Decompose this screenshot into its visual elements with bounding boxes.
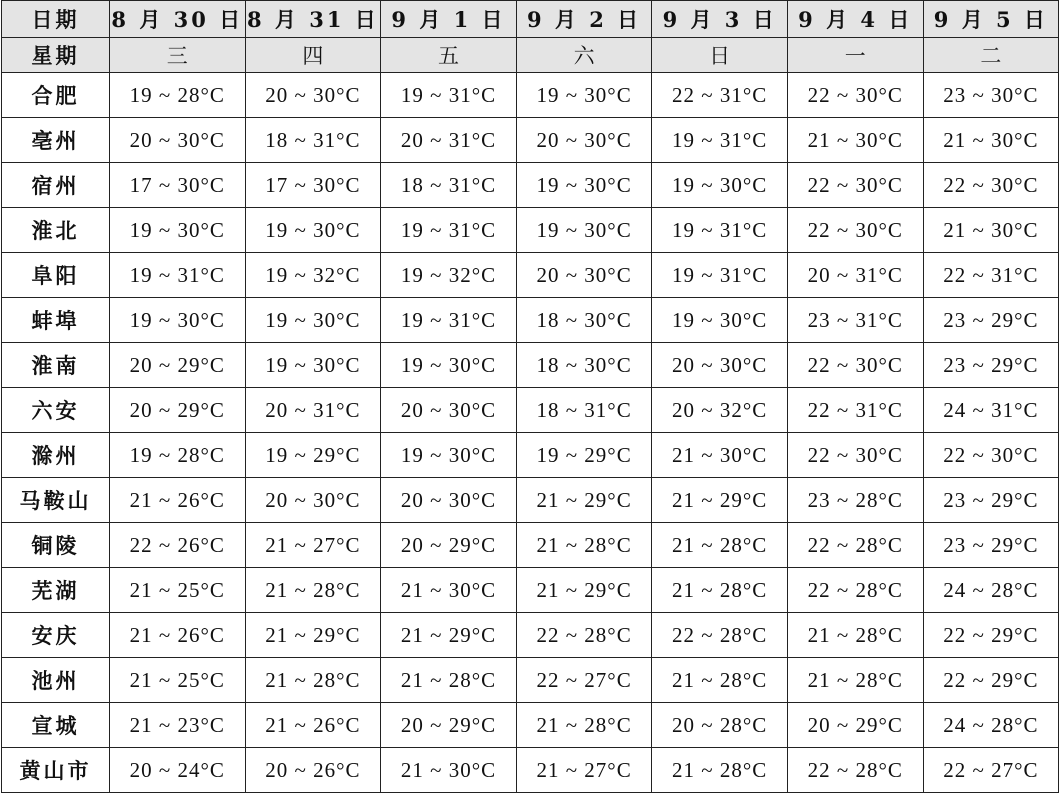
temperature-cell: 24 ~ 28°C	[923, 703, 1059, 748]
weekday-cell: 二	[923, 38, 1059, 73]
temperature-cell: 20 ~ 26°C	[245, 748, 381, 793]
city-name-cell: 宣城	[2, 703, 110, 748]
temperature-cell: 20 ~ 29°C	[381, 703, 517, 748]
temperature-cell: 20 ~ 30°C	[652, 343, 788, 388]
table-row	[2, 703, 1059, 748]
temperature-cell: 18 ~ 30°C	[516, 298, 652, 343]
date-header-cell: 8 月 30 日	[110, 1, 246, 38]
temperature-cell: 21 ~ 25°C	[110, 658, 246, 703]
city-name-cell: 合肥	[2, 73, 110, 118]
temperature-cell: 21 ~ 28°C	[787, 613, 923, 658]
temperature-cell: 22 ~ 30°C	[787, 343, 923, 388]
temperature-cell: 21 ~ 28°C	[652, 568, 788, 613]
temperature-cell: 19 ~ 30°C	[516, 73, 652, 118]
temperature-cell: 18 ~ 31°C	[381, 163, 517, 208]
temperature-cell: 19 ~ 32°C	[245, 253, 381, 298]
temperature-cell: 20 ~ 28°C	[652, 703, 788, 748]
temperature-cell: 23 ~ 29°C	[923, 523, 1059, 568]
table-row	[2, 658, 1059, 703]
city-name-cell: 池州	[2, 658, 110, 703]
temperature-cell: 18 ~ 31°C	[245, 118, 381, 163]
temperature-cell: 21 ~ 26°C	[110, 478, 246, 523]
date-header-cell: 9 月 5 日	[923, 1, 1059, 38]
forecast-table	[1, 0, 1059, 793]
date-header-cell: 9 月 2 日	[516, 1, 652, 38]
table-row	[2, 73, 1059, 118]
temperature-cell: 20 ~ 30°C	[381, 478, 517, 523]
weekday-cell: 一	[787, 38, 923, 73]
temperature-cell: 19 ~ 30°C	[516, 208, 652, 253]
temperature-cell: 22 ~ 26°C	[110, 523, 246, 568]
temperature-cell: 21 ~ 25°C	[110, 568, 246, 613]
table-row	[2, 748, 1059, 793]
temperature-cell: 21 ~ 30°C	[381, 568, 517, 613]
temperature-cell: 19 ~ 30°C	[110, 208, 246, 253]
temperature-cell: 22 ~ 28°C	[787, 748, 923, 793]
temperature-cell: 22 ~ 31°C	[652, 73, 788, 118]
temperature-cell: 19 ~ 30°C	[245, 298, 381, 343]
city-name-cell: 蚌埠	[2, 298, 110, 343]
temperature-cell: 20 ~ 32°C	[652, 388, 788, 433]
city-name-cell: 宿州	[2, 163, 110, 208]
date-header-cell: 9 月 1 日	[381, 1, 517, 38]
temperature-cell: 20 ~ 29°C	[110, 388, 246, 433]
temperature-cell: 22 ~ 28°C	[787, 523, 923, 568]
table-row	[2, 298, 1059, 343]
temperature-cell: 19 ~ 30°C	[652, 163, 788, 208]
temperature-cell: 19 ~ 28°C	[110, 433, 246, 478]
temperature-cell: 17 ~ 30°C	[245, 163, 381, 208]
city-name-cell: 安庆	[2, 613, 110, 658]
temperature-cell: 19 ~ 32°C	[381, 253, 517, 298]
temperature-cell: 20 ~ 31°C	[245, 388, 381, 433]
temperature-cell: 22 ~ 28°C	[516, 613, 652, 658]
temperature-cell: 20 ~ 30°C	[110, 118, 246, 163]
temperature-cell: 19 ~ 30°C	[245, 343, 381, 388]
temperature-cell: 24 ~ 31°C	[923, 388, 1059, 433]
temperature-cell: 21 ~ 30°C	[923, 208, 1059, 253]
temperature-cell: 21 ~ 28°C	[516, 703, 652, 748]
temperature-cell: 21 ~ 28°C	[381, 658, 517, 703]
temperature-cell: 21 ~ 28°C	[245, 568, 381, 613]
temperature-cell: 20 ~ 31°C	[787, 253, 923, 298]
weekday-cell: 五	[381, 38, 517, 73]
temperature-cell: 19 ~ 30°C	[110, 298, 246, 343]
temperature-cell: 19 ~ 28°C	[110, 73, 246, 118]
temperature-cell: 23 ~ 31°C	[787, 298, 923, 343]
temperature-cell: 21 ~ 27°C	[516, 748, 652, 793]
forecast-body	[2, 73, 1059, 793]
temperature-cell: 22 ~ 27°C	[516, 658, 652, 703]
city-name-cell: 亳州	[2, 118, 110, 163]
temperature-cell: 21 ~ 29°C	[516, 568, 652, 613]
date-header-cell: 9 月 3 日	[652, 1, 788, 38]
city-name-cell: 马鞍山	[2, 478, 110, 523]
temperature-cell: 21 ~ 29°C	[652, 478, 788, 523]
temperature-cell: 22 ~ 30°C	[787, 73, 923, 118]
temperature-cell: 23 ~ 29°C	[923, 478, 1059, 523]
temperature-cell: 21 ~ 23°C	[110, 703, 246, 748]
temperature-cell: 18 ~ 31°C	[516, 388, 652, 433]
temperature-cell: 24 ~ 28°C	[923, 568, 1059, 613]
weekday-header-row	[2, 38, 1059, 73]
table-row	[2, 523, 1059, 568]
temperature-cell: 21 ~ 29°C	[245, 613, 381, 658]
temperature-cell: 20 ~ 30°C	[516, 118, 652, 163]
temperature-cell: 22 ~ 29°C	[923, 613, 1059, 658]
temperature-cell: 18 ~ 30°C	[516, 343, 652, 388]
weekday-cell: 三	[110, 38, 246, 73]
temperature-cell: 20 ~ 30°C	[245, 478, 381, 523]
temperature-cell: 19 ~ 31°C	[381, 298, 517, 343]
temperature-cell: 21 ~ 28°C	[787, 658, 923, 703]
temperature-cell: 19 ~ 30°C	[516, 163, 652, 208]
temperature-cell: 19 ~ 31°C	[381, 208, 517, 253]
temperature-cell: 21 ~ 29°C	[381, 613, 517, 658]
date-header-cell: 9 月 4 日	[787, 1, 923, 38]
temperature-cell: 21 ~ 30°C	[787, 118, 923, 163]
city-name-cell: 六安	[2, 388, 110, 433]
temperature-cell: 20 ~ 30°C	[381, 388, 517, 433]
city-name-cell: 黄山市	[2, 748, 110, 793]
temperature-cell: 19 ~ 31°C	[652, 208, 788, 253]
temperature-cell: 21 ~ 28°C	[652, 523, 788, 568]
temperature-cell: 20 ~ 29°C	[787, 703, 923, 748]
temperature-cell: 21 ~ 27°C	[245, 523, 381, 568]
temperature-cell: 21 ~ 26°C	[245, 703, 381, 748]
temperature-cell: 22 ~ 28°C	[652, 613, 788, 658]
weekday-cell: 日	[652, 38, 788, 73]
temperature-cell: 23 ~ 29°C	[923, 298, 1059, 343]
temperature-cell: 17 ~ 30°C	[110, 163, 246, 208]
temperature-cell: 22 ~ 30°C	[787, 433, 923, 478]
temperature-cell: 23 ~ 28°C	[787, 478, 923, 523]
date-header-row	[2, 1, 1059, 38]
city-name-cell: 铜陵	[2, 523, 110, 568]
weekday-label-cell: 星期	[2, 38, 110, 73]
temperature-cell: 23 ~ 30°C	[923, 73, 1059, 118]
temperature-cell: 22 ~ 30°C	[787, 163, 923, 208]
table-row	[2, 433, 1059, 478]
temperature-cell: 19 ~ 29°C	[516, 433, 652, 478]
temperature-cell: 22 ~ 30°C	[923, 433, 1059, 478]
temperature-cell: 19 ~ 30°C	[652, 298, 788, 343]
city-name-cell: 淮南	[2, 343, 110, 388]
table-row	[2, 388, 1059, 433]
temperature-cell: 21 ~ 26°C	[110, 613, 246, 658]
temperature-cell: 19 ~ 31°C	[381, 73, 517, 118]
temperature-cell: 21 ~ 30°C	[923, 118, 1059, 163]
temperature-cell: 19 ~ 31°C	[110, 253, 246, 298]
temperature-cell: 21 ~ 28°C	[516, 523, 652, 568]
temperature-cell: 19 ~ 30°C	[381, 433, 517, 478]
temperature-cell: 20 ~ 30°C	[516, 253, 652, 298]
date-label-cell: 日期	[2, 1, 110, 38]
temperature-cell: 21 ~ 28°C	[245, 658, 381, 703]
table-row	[2, 568, 1059, 613]
city-name-cell: 淮北	[2, 208, 110, 253]
weekday-cell: 四	[245, 38, 381, 73]
city-name-cell: 阜阳	[2, 253, 110, 298]
temperature-cell: 19 ~ 30°C	[381, 343, 517, 388]
temperature-cell: 20 ~ 24°C	[110, 748, 246, 793]
temperature-cell: 20 ~ 29°C	[110, 343, 246, 388]
temperature-cell: 22 ~ 31°C	[787, 388, 923, 433]
temperature-cell: 20 ~ 29°C	[381, 523, 517, 568]
temperature-cell: 19 ~ 31°C	[652, 118, 788, 163]
temperature-cell: 22 ~ 28°C	[787, 568, 923, 613]
temperature-cell: 20 ~ 30°C	[245, 73, 381, 118]
temperature-cell: 22 ~ 30°C	[923, 163, 1059, 208]
table-row	[2, 253, 1059, 298]
temperature-cell: 21 ~ 28°C	[652, 748, 788, 793]
table-row	[2, 613, 1059, 658]
weekday-cell: 六	[516, 38, 652, 73]
temperature-cell: 22 ~ 29°C	[923, 658, 1059, 703]
temperature-cell: 20 ~ 31°C	[381, 118, 517, 163]
temperature-cell: 22 ~ 30°C	[787, 208, 923, 253]
temperature-cell: 21 ~ 29°C	[516, 478, 652, 523]
date-header-cell: 8 月 31 日	[245, 1, 381, 38]
temperature-cell: 19 ~ 30°C	[245, 208, 381, 253]
temperature-cell: 22 ~ 31°C	[923, 253, 1059, 298]
temperature-cell: 19 ~ 31°C	[652, 253, 788, 298]
temperature-cell: 21 ~ 30°C	[652, 433, 788, 478]
temperature-cell: 21 ~ 28°C	[652, 658, 788, 703]
city-name-cell: 芜湖	[2, 568, 110, 613]
table-row	[2, 478, 1059, 523]
table-row	[2, 118, 1059, 163]
temperature-cell: 19 ~ 29°C	[245, 433, 381, 478]
temperature-cell: 21 ~ 30°C	[381, 748, 517, 793]
temperature-cell: 23 ~ 29°C	[923, 343, 1059, 388]
table-row	[2, 343, 1059, 388]
temperature-cell: 22 ~ 27°C	[923, 748, 1059, 793]
table-row	[2, 208, 1059, 253]
city-name-cell: 滁州	[2, 433, 110, 478]
table-row	[2, 163, 1059, 208]
